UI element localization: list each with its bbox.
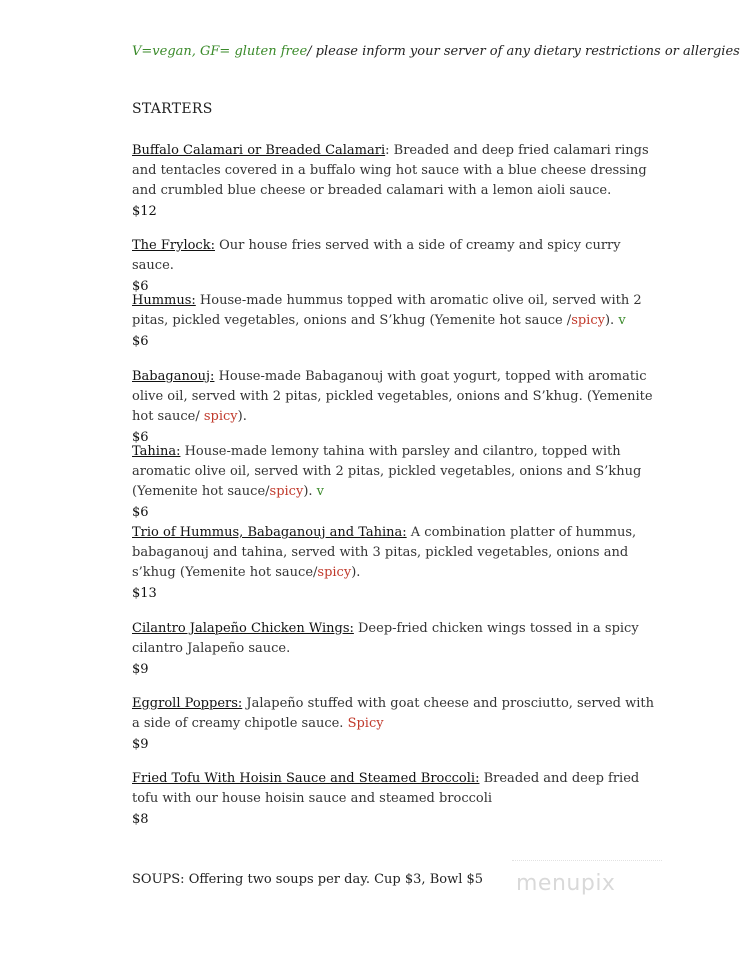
vegan-marker: v — [316, 484, 325, 499]
watermark-divider — [512, 860, 662, 861]
spicy-label: spicy — [203, 409, 238, 424]
item-description: Deep-fried chicken wings tossed in a spicy cilantro Jalapeño sauce. — [132, 621, 639, 656]
section-title-starters: STARTERS — [132, 101, 213, 117]
item-description: Our house fries served with a side of creamy and spicy curry sauce. — [132, 238, 621, 273]
item-price: $12 — [132, 204, 157, 219]
menu-item-wings — [132, 619, 662, 680]
item-name: Cilantro Jalapeño Chicken Wings: — [132, 621, 354, 636]
item-description: : Breaded and deep fried calamari rings and tentacles covered in a buffalo wing hot sauce with a blue cheese dressing and crumbled blue cheese or breaded calamari with a lemon aioli sauce. — [132, 143, 649, 198]
menu-item-trio — [132, 523, 662, 604]
menu-item-frylock — [132, 236, 662, 297]
item-price: $8 — [132, 812, 149, 827]
item-name: Babaganouj: — [132, 369, 215, 384]
item-price: $13 — [132, 586, 157, 601]
soups-label: SOUPS: — [132, 872, 185, 887]
item-name: Eggroll Poppers: — [132, 696, 243, 711]
item-description-end: ). — [303, 484, 313, 499]
item-description: House-made Babaganouj with goat yogurt, topped with aromatic olive oil, served with 2 pitas, pickled vegetables, onions and S’khug. (Yemenite hot sauce/ — [132, 369, 653, 424]
spicy-label: spicy — [571, 313, 605, 328]
menu-item-babaganouj — [132, 367, 662, 448]
menu-item-eggroll-poppers — [132, 694, 662, 755]
item-price: $6 — [132, 334, 149, 349]
item-price: $6 — [132, 279, 149, 294]
item-description: A combination platter of hummus, babaganouj and tahina, served with 3 pitas, pickled vegetables, onions and s’khug (Yemenite hot sauce/ — [132, 525, 637, 580]
item-price: $6 — [132, 430, 149, 445]
item-name: Hummus: — [132, 293, 196, 308]
menu-item-calamari — [132, 141, 662, 222]
item-description-end: ). — [351, 565, 361, 580]
item-description-end: ). — [237, 409, 247, 424]
spicy-label: spicy — [269, 484, 304, 499]
menupix-watermark: menupix — [516, 871, 616, 896]
item-price: $9 — [132, 737, 149, 752]
item-name: Buffalo Calamari or Breaded Calamari — [132, 143, 386, 158]
dietary-instructions: / please inform your server of any dietary restrictions or allergies — [307, 44, 740, 59]
soups-description: Offering two soups per day. — [184, 872, 375, 887]
item-description: House-made lemony tahina with parsley and cilantro, topped with aromatic olive oil, served with 2 pitas, pickled vegetables, onions and S’khug (Yemenite hot sauce/ — [132, 444, 642, 499]
menu-item-fried-tofu — [132, 769, 662, 830]
item-description: House-made hummus topped with aromatic olive oil, served with 2 pitas, pickled vegetables, onions and S’khug (Yemenite hot sauce / — [132, 293, 642, 328]
spicy-label: Spicy — [347, 716, 384, 731]
item-description: Jalapeño stuffed with goat cheese and prosciutto, served with a side of creamy chipotle sauce. — [132, 696, 655, 731]
spicy-label: spicy — [317, 565, 352, 580]
item-name: The Frylock: — [132, 238, 215, 253]
menu-item-tahina — [132, 442, 662, 523]
item-description: Breaded and deep fried tofu with our house hoisin sauce and steamed broccoli — [132, 771, 640, 806]
vegan-marker: v — [618, 313, 626, 328]
menu-item-hummus — [132, 291, 662, 352]
item-price: $6 — [132, 505, 149, 520]
item-price: $9 — [132, 662, 149, 677]
dietary-notice — [132, 44, 740, 59]
item-name: Trio of Hummus, Babaganouj and Tahina: — [132, 525, 407, 540]
soups-price: Cup $3, Bowl $5 — [374, 872, 484, 887]
item-description-end: ). — [604, 313, 615, 328]
item-name: Fried Tofu With Hoisin Sauce and Steamed Broccoli: — [132, 771, 480, 786]
dietary-legend: V=vegan, GF= gluten free — [132, 44, 308, 59]
soups-section — [132, 872, 483, 887]
item-name: Tahina: — [132, 444, 181, 459]
